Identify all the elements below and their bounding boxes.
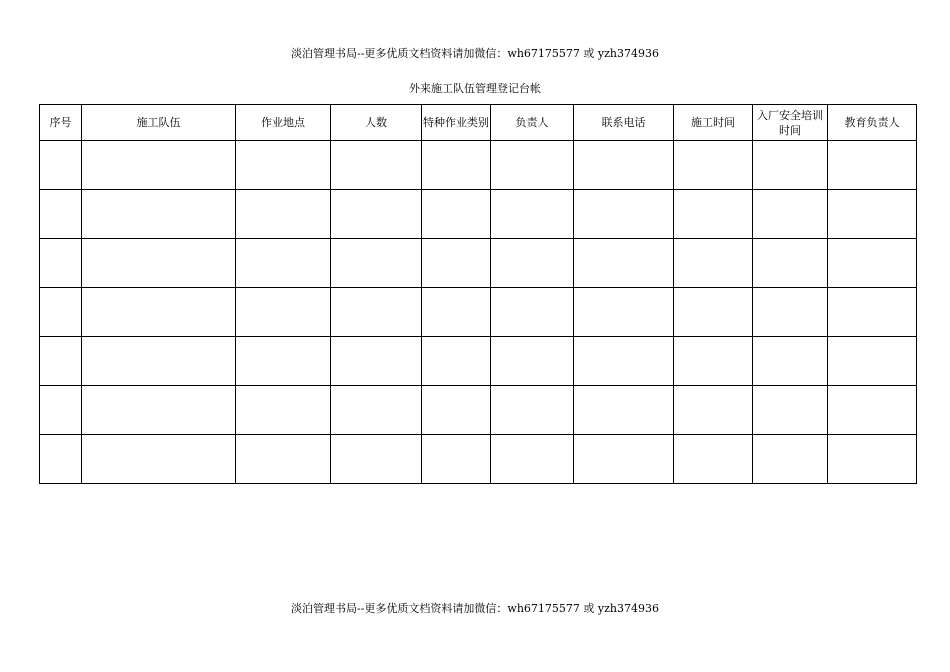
table-cell[interactable] [574, 190, 674, 239]
column-header-person-in-charge: 负责人 [491, 105, 574, 141]
table-cell[interactable] [236, 239, 331, 288]
table-cell[interactable] [236, 337, 331, 386]
table-cell[interactable] [422, 435, 491, 484]
column-header-construction-team: 施工队伍 [82, 105, 236, 141]
table-cell[interactable] [491, 435, 574, 484]
table-cell[interactable] [331, 190, 422, 239]
table-cell[interactable] [422, 337, 491, 386]
table-cell[interactable] [574, 337, 674, 386]
table-cell[interactable] [753, 337, 828, 386]
table-cell[interactable] [422, 190, 491, 239]
table-cell[interactable] [236, 386, 331, 435]
table-cell[interactable] [828, 337, 917, 386]
table-cell[interactable] [828, 288, 917, 337]
table-cell[interactable] [82, 190, 236, 239]
table-cell[interactable] [753, 435, 828, 484]
table-cell[interactable] [491, 190, 574, 239]
column-header-special-work-type: 特种作业类别 [422, 105, 491, 141]
column-header-headcount: 人数 [331, 105, 422, 141]
table-row [40, 288, 917, 337]
table-cell[interactable] [236, 288, 331, 337]
table-cell[interactable] [82, 435, 236, 484]
table-cell[interactable] [574, 141, 674, 190]
table-cell[interactable] [574, 386, 674, 435]
table-cell[interactable] [753, 239, 828, 288]
table-cell[interactable] [40, 435, 82, 484]
table-cell[interactable] [828, 190, 917, 239]
table-cell[interactable] [753, 141, 828, 190]
table-cell[interactable] [422, 288, 491, 337]
document-title: 外来施工队伍管理登记台帐 [409, 82, 541, 95]
table-cell[interactable] [331, 288, 422, 337]
table-cell[interactable] [674, 239, 753, 288]
table-cell[interactable] [574, 435, 674, 484]
table-cell[interactable] [82, 386, 236, 435]
table-cell[interactable] [331, 337, 422, 386]
table-cell[interactable] [674, 435, 753, 484]
table-cell[interactable] [236, 190, 331, 239]
table-cell[interactable] [40, 190, 82, 239]
table-cell[interactable] [331, 239, 422, 288]
table-cell[interactable] [491, 239, 574, 288]
header-notice: 淡泊管理书局--更多优质文档资料请加微信：wh67175577 或 yzh374936 [291, 47, 659, 60]
table-cell[interactable] [40, 337, 82, 386]
table-cell[interactable] [491, 141, 574, 190]
column-header-index: 序号 [40, 105, 82, 141]
table-row [40, 141, 917, 190]
table-cell[interactable] [674, 337, 753, 386]
table-cell[interactable] [491, 288, 574, 337]
table-row [40, 190, 917, 239]
table-cell[interactable] [753, 288, 828, 337]
table-row [40, 435, 917, 484]
table-body [40, 141, 917, 484]
footer-notice: 淡泊管理书局--更多优质文档资料请加微信：wh67175577 或 yzh374936 [291, 602, 659, 615]
table-cell[interactable] [82, 288, 236, 337]
table-header-row [40, 105, 917, 141]
table-cell[interactable] [674, 141, 753, 190]
table-row [40, 337, 917, 386]
table-cell[interactable] [82, 239, 236, 288]
table-cell[interactable] [491, 386, 574, 435]
column-header-contact-phone: 联系电话 [574, 105, 674, 141]
table-row [40, 239, 917, 288]
table-cell[interactable] [574, 239, 674, 288]
table-cell[interactable] [828, 386, 917, 435]
table-cell[interactable] [40, 239, 82, 288]
table-cell[interactable] [40, 141, 82, 190]
table-cell[interactable] [753, 190, 828, 239]
table-cell[interactable] [828, 435, 917, 484]
table-cell[interactable] [674, 386, 753, 435]
table-cell[interactable] [82, 141, 236, 190]
table-cell[interactable] [236, 141, 331, 190]
table-cell[interactable] [753, 386, 828, 435]
column-header-work-location: 作业地点 [236, 105, 331, 141]
table-cell[interactable] [828, 239, 917, 288]
column-header-safety-training-time: 入厂安全培训时间 [753, 105, 828, 141]
table-cell[interactable] [574, 288, 674, 337]
table-cell[interactable] [422, 386, 491, 435]
table-cell[interactable] [422, 239, 491, 288]
table-cell[interactable] [236, 435, 331, 484]
column-header-construction-time: 施工时间 [674, 105, 753, 141]
table-cell[interactable] [674, 288, 753, 337]
table-cell[interactable] [491, 337, 574, 386]
table-cell[interactable] [331, 435, 422, 484]
column-header-education-person: 教育负责人 [828, 105, 917, 141]
table-cell[interactable] [82, 337, 236, 386]
table-cell[interactable] [40, 386, 82, 435]
registration-ledger-table [39, 104, 917, 484]
table-cell[interactable] [422, 141, 491, 190]
table-cell[interactable] [331, 386, 422, 435]
table-row [40, 386, 917, 435]
table-cell[interactable] [40, 288, 82, 337]
table-cell[interactable] [674, 190, 753, 239]
table-cell[interactable] [331, 141, 422, 190]
table-cell[interactable] [828, 141, 917, 190]
